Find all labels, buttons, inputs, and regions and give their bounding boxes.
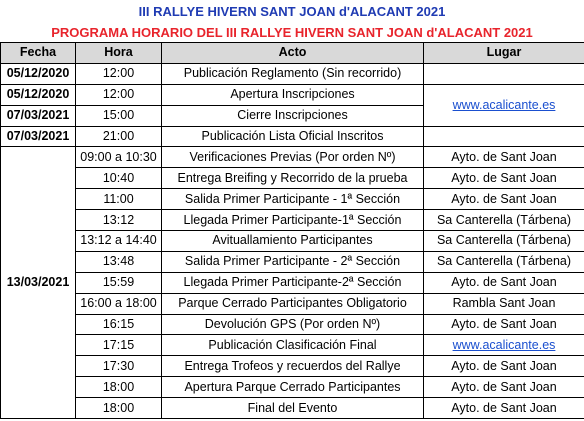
table-row [1, 63, 584, 84]
table-header-row [1, 43, 584, 64]
table-row [1, 398, 584, 419]
acto-cell: Apertura Inscripciones [162, 84, 424, 105]
acto-cell: Salida Primer Participante - 2ª Sección [162, 251, 424, 272]
hora-cell: 17:30 [76, 356, 162, 377]
acto-cell: Entrega Trofeos y recuerdos del Rallye [162, 356, 424, 377]
header-lugar: Lugar [424, 43, 584, 64]
acto-cell: Parque Cerrado Participantes Obligatorio [162, 293, 424, 314]
header-fecha: Fecha [1, 43, 76, 64]
hora-cell: 15:00 [76, 105, 162, 126]
hora-cell: 10:40 [76, 168, 162, 189]
lugar-cell: Ayto. de Sant Joan [424, 398, 584, 419]
hora-cell: 16:15 [76, 314, 162, 335]
hora-cell: 16:00 a 18:00 [76, 293, 162, 314]
fecha-cell: 13/03/2021 [1, 147, 76, 419]
table-row [1, 293, 584, 314]
page-title: III RALLYE HIVERN SANT JOAN d'ALACANT 2021 [138, 4, 446, 19]
hora-cell: 13:12 [76, 210, 162, 231]
table-row [1, 147, 584, 168]
hora-cell: 17:15 [76, 335, 162, 356]
table-row [1, 377, 584, 398]
hora-cell: 18:00 [76, 377, 162, 398]
acto-cell: Entrega Breifing y Recorrido de la prueba [162, 168, 424, 189]
page-subtitle: PROGRAMA HORARIO DEL III RALLYE HIVERN SANT JOAN d'ALACANT 2021 [51, 25, 533, 40]
lugar-link-cell[interactable] [424, 84, 584, 126]
table-row [1, 335, 584, 356]
hora-cell: 21:00 [76, 126, 162, 147]
acto-cell: Publicación Reglamento (Sin recorrido) [162, 63, 424, 84]
lugar-cell: Ayto. de Sant Joan [424, 377, 584, 398]
acto-cell: Salida Primer Participante - 1ª Sección [162, 189, 424, 210]
acto-cell: Cierre Inscripciones [162, 105, 424, 126]
hora-cell: 15:59 [76, 272, 162, 293]
acto-cell: Final del Evento [162, 398, 424, 419]
fecha-cell: 05/12/2020 [1, 84, 76, 105]
hora-cell: 11:00 [76, 189, 162, 210]
acto-cell: Publicación Lista Oficial Inscritos [162, 126, 424, 147]
hora-cell: 13:48 [76, 251, 162, 272]
lugar-link-cell[interactable] [424, 335, 584, 356]
acto-cell: Devolución GPS (Por orden Nº) [162, 314, 424, 335]
lugar-cell: Sa Canterella (Tárbena) [424, 210, 584, 231]
table-row [1, 231, 584, 252]
acto-cell: Verificaciones Previas (Por orden Nº) [162, 147, 424, 168]
lugar-cell: Sa Canterella (Tárbena) [424, 251, 584, 272]
lugar-cell: Ayto. de Sant Joan [424, 272, 584, 293]
acto-cell: Avituallamiento Participantes [162, 231, 424, 252]
lugar-cell: Ayto. de Sant Joan [424, 314, 584, 335]
fecha-cell: 07/03/2021 [1, 126, 76, 147]
lugar-cell: Ayto. de Sant Joan [424, 147, 584, 168]
acto-cell: Llegada Primer Participante-1ª Sección [162, 210, 424, 231]
lugar-cell [424, 126, 584, 147]
lugar-cell [424, 63, 584, 84]
table-row [1, 356, 584, 377]
lugar-cell: Sa Canterella (Tárbena) [424, 231, 584, 252]
table-row [1, 251, 584, 272]
hora-cell: 13:12 a 14:40 [76, 231, 162, 252]
hora-cell: 12:00 [76, 84, 162, 105]
acalicante-link[interactable]: www.acalicante.es [452, 337, 556, 352]
acalicante-link[interactable]: www.acalicante.es [452, 97, 556, 112]
hora-cell: 18:00 [76, 398, 162, 419]
lugar-cell: Rambla Sant Joan [424, 293, 584, 314]
acto-cell: Publicación Clasificación Final [162, 335, 424, 356]
table-row [1, 272, 584, 293]
header-acto: Acto [162, 43, 424, 64]
header-hora: Hora [76, 43, 162, 64]
schedule-table [0, 42, 584, 419]
table-row [1, 84, 584, 105]
table-row [1, 210, 584, 231]
hora-cell: 12:00 [76, 63, 162, 84]
fecha-cell: 05/12/2020 [1, 63, 76, 84]
acto-cell: Llegada Primer Participante-2ª Sección [162, 272, 424, 293]
lugar-cell: Ayto. de Sant Joan [424, 168, 584, 189]
acto-cell: Apertura Parque Cerrado Participantes [162, 377, 424, 398]
lugar-cell: Ayto. de Sant Joan [424, 189, 584, 210]
table-row [1, 126, 584, 147]
lugar-cell: Ayto. de Sant Joan [424, 356, 584, 377]
table-row [1, 189, 584, 210]
table-row [1, 168, 584, 189]
hora-cell: 09:00 a 10:30 [76, 147, 162, 168]
table-row [1, 314, 584, 335]
fecha-cell: 07/03/2021 [1, 105, 76, 126]
